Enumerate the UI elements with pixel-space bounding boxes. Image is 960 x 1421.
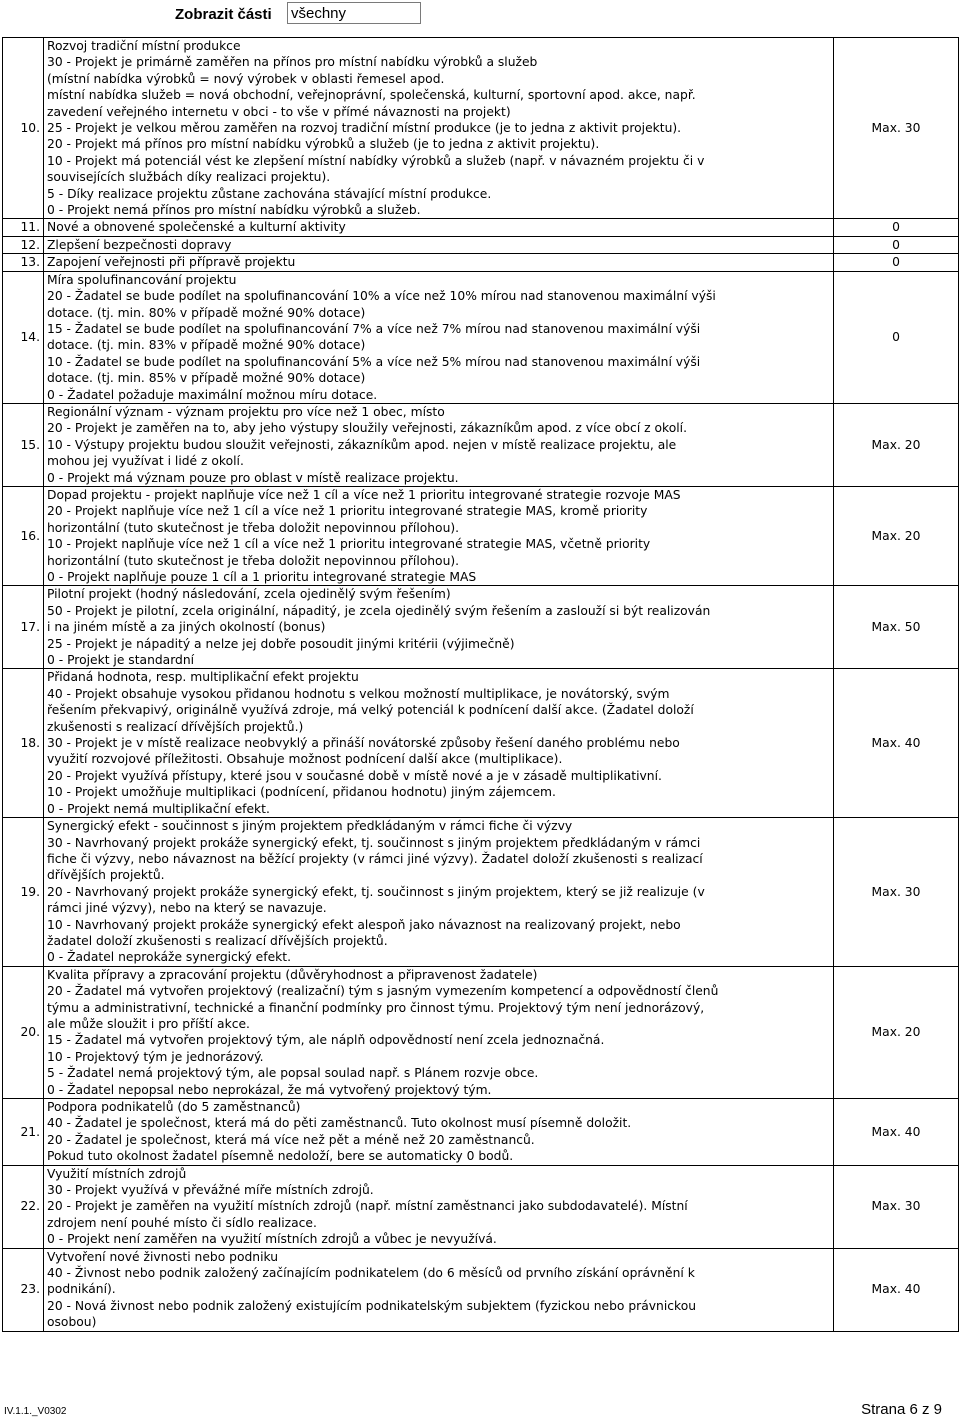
- criterion-text-line: fiche či výzvy, nebo návaznost na běžící projekty (v rámci jiné výzvy). Žadatel doloží zkušenosti s realizací: [47, 851, 703, 866]
- criterion-number: 12.: [3, 236, 44, 253]
- criterion-description: [44, 818, 834, 967]
- criterion-text-line: horizontální (tuto skutečnost je třeba doložit nepovinnou přílohou).: [47, 553, 460, 568]
- criterion-text-line: 20 - Projekt je zaměřen na to, aby jeho výstupy sloužily veřejnosti, zákazníkům apod. z více obcí z okolí.: [47, 421, 687, 436]
- criterion-description: [44, 966, 834, 1098]
- criterion-text-line: řešením překvapivý, originálně využívá zdroje, má velký potenciál k podnícení další akce. (Žadatel doloží: [47, 703, 694, 718]
- criterion-number: 18.: [3, 669, 44, 818]
- criterion-title: Synergický efekt - součinnost s jiným projektem předkládaným v rámci fiche či výzvy: [47, 819, 573, 834]
- criteria-row: [3, 271, 959, 403]
- criterion-title: Zapojení veřejnosti při přípravě projektu: [47, 255, 296, 270]
- filter-label: Zobrazit části: [175, 6, 272, 23]
- criterion-max-score: 0: [834, 219, 959, 236]
- criterion-max-score: Max. 30: [834, 1165, 959, 1248]
- criterion-text-line: 10 - Projektový tým je jednorázový.: [47, 1049, 264, 1064]
- criterion-description: [44, 669, 834, 818]
- criterion-text-line: 20 - Projekt je zaměřen na využití místních zdrojů (např. místní zaměstnanci jako subdodavatelé). Místní: [47, 1199, 688, 1214]
- criteria-row: [3, 818, 959, 967]
- criterion-description: [44, 1165, 834, 1248]
- criterion-title: Regionální význam - význam projektu pro více než 1 obec, místo: [47, 404, 445, 419]
- criterion-description: [44, 403, 834, 486]
- criteria-row: [3, 254, 959, 271]
- criterion-number: 15.: [3, 403, 44, 486]
- criterion-title: Kvalita přípravy a zpracování projektu (důvěryhodnost a připravenost žadatele): [47, 967, 538, 982]
- criterion-text-line: horizontální (tuto skutečnost je třeba doložit nepovinnou přílohou).: [47, 520, 460, 535]
- criteria-row: [3, 966, 959, 1098]
- criterion-text-line: dotace. (tj. min. 85% v případě možné 90% dotace): [47, 371, 366, 386]
- criterion-title: Míra spolufinancování projektu: [47, 272, 237, 287]
- criterion-number: 11.: [3, 219, 44, 236]
- criterion-max-score: 0: [834, 271, 959, 403]
- criterion-text-line: 0 - Projekt má význam pouze pro oblast v místě realizace projektu.: [47, 470, 459, 485]
- criterion-text-line: 10 - Projekt naplňuje více než 1 cíl a více než 1 prioritu integrované strategie MAS, včetně priority: [47, 537, 651, 552]
- criterion-text-line: 0 - Projekt naplňuje pouze 1 cíl a 1 prioritu integrované strategie MAS: [47, 570, 477, 584]
- criteria-row: [3, 403, 959, 486]
- criterion-text-line: 30 - Projekt je v místě realizace neobvyklý a přináší novátorské způsoby řešení daného problému nebo: [47, 736, 680, 751]
- criterion-max-score: 0: [834, 254, 959, 271]
- criterion-text-line: Pokud tuto okolnost žadatel písemně nedoloží, bere se automaticky 0 bodů.: [47, 1149, 514, 1164]
- filter-select[interactable]: všechny: [287, 2, 421, 24]
- criterion-description: [44, 1248, 834, 1331]
- criterion-text-line: 40 - Živnost nebo podnik založený začínajícím podnikatelem (do 6 měsíců od prvního získání oprávnění k: [47, 1266, 695, 1281]
- criterion-text-line: žadatel doloží zkušenosti s realizací dřívějších projektů.: [47, 933, 388, 948]
- criterion-max-score: Max. 50: [834, 586, 959, 669]
- criterion-number: 13.: [3, 254, 44, 271]
- criterion-text-line: 10 - Žadatel se bude podílet na spolufinancování 5% a více než 5% mírou nad stanovenou maximální výši: [47, 354, 701, 369]
- criterion-text-line: 30 - Projekt využívá v převážné míře místních zdrojů.: [47, 1183, 374, 1198]
- criterion-text-line: 10 - Výstupy projektu budou sloužit veřejnosti, zákazníkům apod. nejen v místě realizace projektu, ale: [47, 437, 677, 452]
- criteria-row: [3, 669, 959, 818]
- criteria-row: [3, 1165, 959, 1248]
- criterion-description: [44, 586, 834, 669]
- criterion-number: 21.: [3, 1099, 44, 1166]
- criterion-text-line: týmu a administrativní, technické a finanční podmínky pro činnost týmu. Projektový tým není jednorázový,: [47, 1000, 705, 1015]
- criterion-title: Využití místních zdrojů: [47, 1166, 187, 1181]
- criterion-text-line: 20 - Žadatel má vytvořen projektový (realizační) tým s jasným vymezením kompetencí a odpovědností členů: [47, 984, 719, 999]
- criterion-text-line: i na jiném místě a za jiných okolností (bonus): [47, 620, 326, 635]
- criterion-description: [44, 236, 834, 253]
- criterion-text-line: 0 - Projekt je standardní: [47, 653, 195, 668]
- criterion-title: Zlepšení bezpečnosti dopravy: [47, 237, 232, 252]
- criterion-text-line: mohou jej využívat i lidé z okolí.: [47, 454, 244, 469]
- criterion-number: 16.: [3, 486, 44, 585]
- criterion-description: [44, 1099, 834, 1166]
- criteria-row: [3, 219, 959, 236]
- criterion-text-line: 25 - Projekt je nápaditý a nelze jej dobře posoudit jinými kritérii (výjimečně): [47, 636, 515, 651]
- criterion-number: 19.: [3, 818, 44, 967]
- criterion-max-score: 0: [834, 236, 959, 253]
- criteria-row: [3, 236, 959, 253]
- criterion-text-line: místní nabídka služeb = nová obchodní, veřejnoprávní, společenská, kulturní, sportovní apod. akce, např.: [47, 88, 696, 103]
- criterion-text-line: 10 - Navrhovaný projekt prokáže synergický efekt alespoň jako návaznost na realizovaný projekt, nebo: [47, 917, 681, 932]
- criterion-text-line: 20 - Navrhovaný projekt prokáže synergický efekt, tj. součinnost s jiným projektem, který se již realizuje (v: [47, 884, 705, 899]
- criterion-title: Pilotní projekt (hodný následování, zcela ojedinělý svým řešením): [47, 587, 451, 602]
- criterion-text-line: 20 - Projekt má přínos pro místní nabídku výrobků a služeb (je to jedna z aktivit projektu).: [47, 137, 600, 152]
- criterion-text-line: 20 - Žadatel se bude podílet na spolufinancování 10% a více než 10% mírou nad stanovenou maximální výši: [47, 289, 716, 304]
- criterion-text-line: 25 - Projekt je velkou měrou zaměřen na rozvoj tradiční místní produkce (je to jedna z aktivit projektu).: [47, 121, 682, 136]
- criterion-max-score: Max. 40: [834, 1248, 959, 1331]
- criterion-text-line: 40 - Žadatel je společnost, která má do pěti zaměstnanců. Tuto okolnost musí písemně doložit.: [47, 1116, 632, 1131]
- criterion-description: [44, 254, 834, 271]
- criterion-text-line: zkušenosti s realizací dřívějších projektů.): [47, 719, 304, 734]
- criterion-text-line: 0 - Projekt není zaměřen na využití místních zdrojů a vůbec je nevyužívá.: [47, 1232, 497, 1247]
- criterion-max-score: Max. 20: [834, 966, 959, 1098]
- criterion-text-line: 0 - Projekt nemá multiplikační efekt.: [47, 801, 270, 816]
- criterion-text-line: 0 - Žadatel nepopsal nebo neprokázal, že má vytvořený projektový tým.: [47, 1082, 492, 1097]
- criterion-text-line: podnikání).: [47, 1282, 116, 1297]
- criterion-title: Přidaná hodnota, resp. multiplikační efekt projektu: [47, 670, 359, 685]
- criteria-row: [3, 38, 959, 219]
- criterion-title: Podpora podnikatelů (do 5 zaměstnanců): [47, 1100, 301, 1114]
- criterion-text-line: ale může sloužit i pro příští akce.: [47, 1016, 250, 1031]
- document-id: IV.1.1._V0302: [4, 1406, 67, 1417]
- criterion-max-score: Max. 20: [834, 486, 959, 585]
- criterion-text-line: rámci jiné výzvy), nebo na který se navazuje.: [47, 901, 327, 916]
- criteria-row: [3, 486, 959, 585]
- criterion-max-score: Max. 40: [834, 669, 959, 818]
- criterion-text-line: dotace. (tj. min. 83% v případě možné 90% dotace): [47, 338, 366, 353]
- criterion-number: 20.: [3, 966, 44, 1098]
- criterion-text-line: 10 - Projekt umožňuje multiplikaci (podnícení, přidanou hodnotu) jiným zájemcem.: [47, 785, 556, 800]
- criterion-text-line: 30 - Navrhovaný projekt prokáže synergický efekt, tj. součinnost s jiným projektem předkládaným v rámci: [47, 835, 701, 850]
- criterion-text-line: 30 - Projekt je primárně zaměřen na přínos pro místní nabídku výrobků a služeb: [47, 55, 538, 70]
- criterion-text-line: 15 - Žadatel má vytvořen projektový tým, ale náplň odpovědností není zcela jednoznačná.: [47, 1033, 605, 1048]
- criterion-text-line: 0 - Projekt nemá přínos pro místní nabídku výrobků a služeb.: [47, 203, 421, 218]
- criterion-text-line: 0 - Žadatel neprokáže synergický efekt.: [47, 950, 291, 965]
- criterion-number: 22.: [3, 1165, 44, 1248]
- criterion-text-line: 20 - Nová živnost nebo podnik založený existujícím podnikatelským subjektem (fyzickou nebo právnickou: [47, 1298, 697, 1313]
- criterion-description: [44, 486, 834, 585]
- criterion-text-line: 40 - Projekt obsahuje vysokou přidanou hodnotu s velkou možností multiplikace, je novátorský, svým: [47, 686, 670, 701]
- criteria-table: [2, 37, 959, 1332]
- criterion-text-line: zavedení veřejného internetu v obci - to vše v přímé návaznosti na projekt): [47, 104, 511, 119]
- criterion-title: Nové a obnovené společenské a kulturní aktivity: [47, 220, 346, 235]
- criterion-text-line: 5 - Žadatel nemá projektový tým, ale popsal soulad např. s Plánem rozvje obce.: [47, 1066, 539, 1081]
- criterion-max-score: Max. 20: [834, 403, 959, 486]
- filter-bar: [0, 2, 960, 28]
- criterion-text-line: (místní nabídka výrobků = nový výrobek v oblasti řemesel apod.: [47, 71, 445, 86]
- page-number: Strana 6 z 9: [861, 1401, 942, 1418]
- criterion-text-line: souvisejících službách díky realizaci projektu).: [47, 170, 331, 185]
- criteria-row: [3, 586, 959, 669]
- criterion-text-line: 15 - Žadatel se bude podílet na spolufinancování 7% a více než 7% mírou nad stanovenou maximální výši: [47, 321, 701, 336]
- criterion-text-line: 20 - Žadatel je společnost, která má více než pět a méně než 20 zaměstnanců.: [47, 1132, 535, 1147]
- criterion-description: [44, 219, 834, 236]
- criterion-text-line: 10 - Projekt má potenciál vést ke zlepšení místní nabídky výrobků a služeb (např. v návazném projektu či v: [47, 153, 705, 168]
- criterion-text-line: 5 - Díky realizace projektu zůstane zachována stávající místní produkce.: [47, 186, 492, 201]
- criterion-text-line: využití rozvojové příležitosti. Obsahuje možnost podnícení další akce (multiplikace).: [47, 752, 563, 767]
- criterion-number: 14.: [3, 271, 44, 403]
- criterion-number: 17.: [3, 586, 44, 669]
- criterion-text-line: zdrojem není pouhé místo či sídlo realizace.: [47, 1215, 317, 1230]
- criterion-description: [44, 38, 834, 219]
- criterion-text-line: dřívějších projektů.: [47, 868, 165, 883]
- criterion-description: [44, 271, 834, 403]
- criterion-title: Dopad projektu - projekt naplňuje více než 1 cíl a více než 1 prioritu integrované strategie rozvoje MAS: [47, 487, 681, 502]
- criterion-max-score: Max. 40: [834, 1099, 959, 1166]
- criteria-row: [3, 1248, 959, 1331]
- criterion-number: 23.: [3, 1248, 44, 1331]
- criterion-max-score: Max. 30: [834, 38, 959, 219]
- criterion-text-line: 20 - Projekt využívá přístupy, které jsou v současné době v místě nové a je v zásadě multiplikativní.: [47, 768, 662, 783]
- criterion-text-line: 20 - Projekt naplňuje více než 1 cíl a více než 1 prioritu integrované strategie MAS, kromě priority: [47, 504, 648, 519]
- criterion-title: Rozvoj tradiční místní produkce: [47, 39, 241, 53]
- criterion-text-line: 0 - Žadatel požaduje maximální možnou míru dotace.: [47, 387, 378, 402]
- criterion-number: 10.: [3, 38, 44, 219]
- criterion-max-score: Max. 30: [834, 818, 959, 967]
- criterion-text-line: osobou): [47, 1315, 97, 1330]
- criterion-title: Vytvoření nové živnosti nebo podniku: [47, 1249, 279, 1264]
- criteria-row: [3, 1099, 959, 1166]
- criterion-text-line: dotace. (tj. min. 80% v případě možné 90% dotace): [47, 305, 366, 320]
- criterion-text-line: 50 - Projekt je pilotní, zcela originální, nápaditý, je zcela ojedinělý svým řešením a zaslouží si být realizován: [47, 603, 711, 618]
